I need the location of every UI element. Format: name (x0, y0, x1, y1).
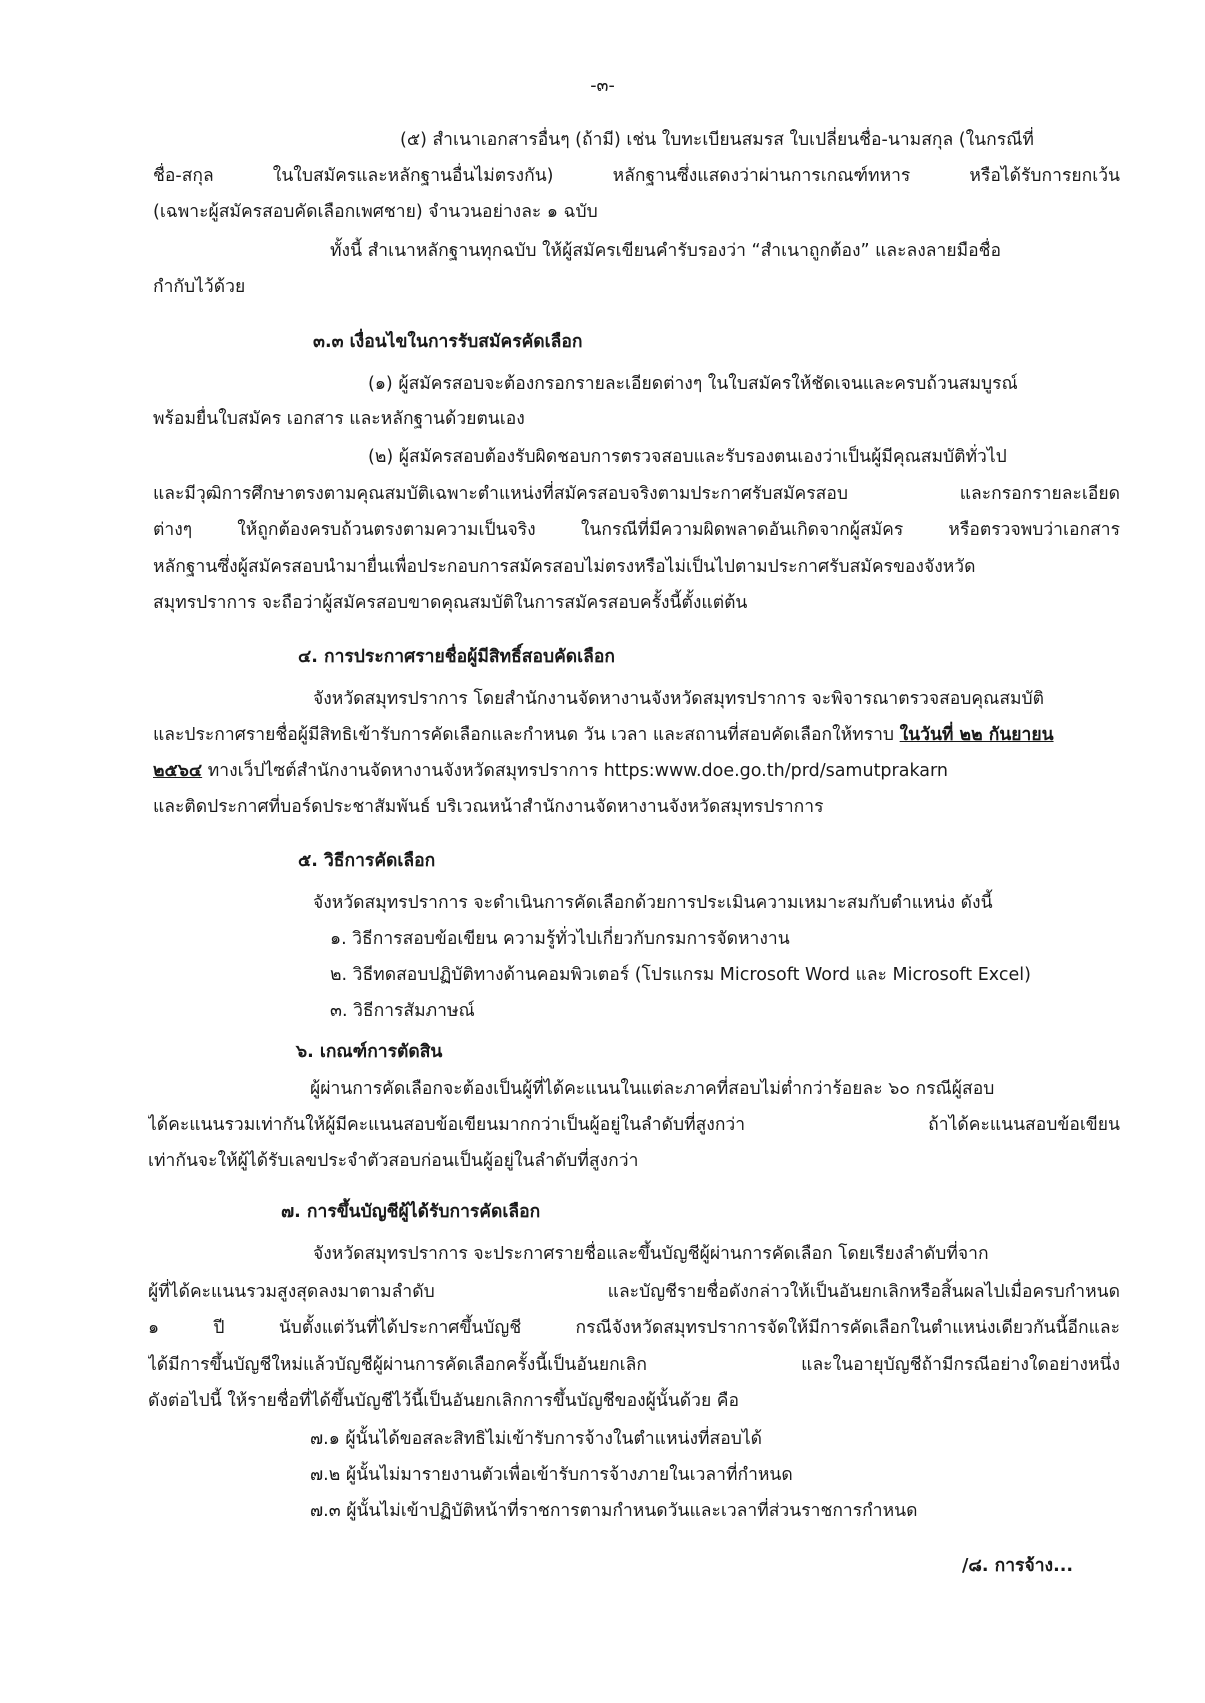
announcement-date: ในวันที่ ๒๒ กันยายน (899, 725, 1054, 745)
paragraph-line (153, 721, 1054, 749)
paragraph-line: ทั้งนี้ สำเนาหลักฐานทุกฉบับ ให้ผู้สมัครเขียนคำรับรองว่า “สำเนาถูกต้อง” และลงลายมือชื่อ (330, 241, 1002, 261)
paragraph-line: ได้คะแนนรวมเท่ากันให้ผู้มีคะแนนสอบข้อเขียนมากกว่าเป็นผู้อยู่ในลำดับที่สูงกว่า ถ้าได้คะแนนสอบข้อเขียน (148, 1115, 1120, 1135)
paragraph-text: ทางเว็ปไซต์สำนักงานจัดหางานจังหวัดสมุทรปราการ https:www.doe.go.th/prd/samutprakarn (207, 761, 948, 781)
list-item: ๑. วิธีการสอบข้อเขียน ความรู้ทั่วไปเกี่ยวกับกรมการจัดหางาน (330, 929, 790, 949)
paragraph-line: จังหวัดสมุทรปราการ โดยสำนักงานจัดหางานจังหวัดสมุทรปราการ จะพิจารณาตรวจสอบคุณสมบัติ (313, 689, 1045, 709)
section-heading-6: ๖. เกณฑ์การตัดสิน (296, 1042, 443, 1062)
paragraph-line: พร้อมยื่นใบสมัคร เอกสาร และหลักฐานด้วยตนเอง (153, 409, 525, 429)
paragraph-line: ผู้ที่ได้คะแนนรวมสูงสุดลงมาตามลำดับ และบัญชีรายชื่อดังกล่าวให้เป็นอันยกเลิกหรือสิ้นผลไปเมื่อครบกำหนด (148, 1282, 1120, 1302)
page-number: -๓- (590, 76, 615, 96)
section-heading-5: ๕. วิธีการคัดเลือก (298, 851, 436, 871)
section-heading-3-3: ๓.๓ เงื่อนไขในการรับสมัครคัดเลือก (313, 332, 583, 352)
list-item: ๗.๒ ผู้นั้นไม่มารายงานตัวเพื่อเข้ารับการจ้างภายในเวลาที่กำหนด (310, 1465, 793, 1485)
paragraph-line: (๒) ผู้สมัครสอบต้องรับผิดชอบการตรวจสอบและรับรองตนเองว่าเป็นผู้มีคุณสมบัติทั่วไป (368, 447, 1007, 467)
list-item: ๗.๓ ผู้นั้นไม่เข้าปฏิบัติหน้าที่ราชการตามกำหนดวันและเวลาที่ส่วนราชการกำหนด (310, 1501, 918, 1521)
paragraph-line: ต่างๆ ให้ถูกต้องครบถ้วนตรงตามความเป็นจริง ในกรณีที่มีความผิดพลาดอันเกิดจากผู้สมัคร หรือตรวจพบว่าเอกสาร (153, 520, 1120, 540)
paragraph-line: กำกับไว้ด้วย (153, 277, 246, 297)
paragraph-line: หลักฐานซึ่งผู้สมัครสอบนำมายื่นเพื่อประกอบการสมัครสอบไม่ตรงหรือไม่เป็นไปตามประกาศรับสมัครของจังหวัด (153, 557, 976, 577)
paragraph-line: (๕) สำเนาเอกสารอื่นๆ (ถ้ามี) เช่น ใบทะเบียนสมรส ใบเปลี่ยนชื่อ-นามสกุล (ในกรณีที่ (400, 130, 1034, 150)
paragraph-line: เท่ากันจะให้ผู้ได้รับเลขประจำตัวสอบก่อนเป็นผู้อยู่ในลำดับที่สูงกว่า (148, 1151, 639, 1171)
paragraph-line: และติดประกาศที่บอร์ดประชาสัมพันธ์ บริเวณหน้าสำนักงานจัดหางานจังหวัดสมุทรปราการ (153, 797, 824, 817)
paragraph-line: (๑) ผู้สมัครสอบจะต้องกรอกรายละเอียดต่างๆ ในใบสมัครให้ชัดเจนและครบถ้วนสมบูรณ์ (368, 374, 1018, 394)
continuation-note: /๘. การจ้าง... (962, 1556, 1074, 1576)
paragraph-text: และประกาศรายชื่อผู้มีสิทธิเข้ารับการคัดเลือกและกำหนด วัน เวลา และสถานที่สอบคัดเลือกให้ทราบ (153, 725, 895, 745)
paragraph-line: ผู้ผ่านการคัดเลือกจะต้องเป็นผู้ที่ได้คะแนนในแต่ละภาคที่สอบไม่ต่ำกว่าร้อยละ ๖๐ กรณีผู้สอบ (310, 1079, 995, 1099)
paragraph-line: จังหวัดสมุทรปราการ จะประกาศรายชื่อและขึ้นบัญชีผู้ผ่านการคัดเลือก โดยเรียงลำดับที่จาก (313, 1244, 989, 1264)
paragraph-line: (เฉพาะผู้สมัครสอบคัดเลือกเพศชาย) จำนวนอย่างละ ๑ ฉบับ (153, 202, 598, 222)
list-item: ๓. วิธีการสัมภาษณ์ (330, 1001, 475, 1021)
list-item: ๒. วิธีทดสอบปฏิบัติทางด้านคอมพิวเตอร์ (โปรแกรม Microsoft Word และ Microsoft Excel) (330, 965, 1031, 985)
paragraph-line: ได้มีการขึ้นบัญชีใหม่แล้วบัญชีผู้ผ่านการคัดเลือกครั้งนี้เป็นอันยกเลิก และในอายุบัญชีถ้ามีกรณีอย่างใดอย่างหนึ่ง (148, 1355, 1120, 1375)
paragraph-line: ๑ ปี นับตั้งแต่วันที่ได้ประกาศขึ้นบัญชี กรณีจังหวัดสมุทรปราการจัดให้มีการคัดเลือกในตำแหน่งเดียวกันนี้อีกและ (148, 1318, 1120, 1338)
paragraph-line: สมุทรปราการ จะถือว่าผู้สมัครสอบขาดคุณสมบัติในการสมัครสอบครั้งนี้ตั้งแต่ต้น (153, 593, 748, 613)
paragraph-line (153, 757, 948, 785)
paragraph-line: และมีวุฒิการศึกษาตรงตามคุณสมบัติเฉพาะตำแหน่งที่สมัครสอบจริงตามประกาศรับสมัครสอบ และกรอกรายละเอียด (153, 484, 1120, 504)
section-heading-4: ๔. การประกาศรายชื่อผู้มีสิทธิ์สอบคัดเลือก (298, 647, 615, 667)
paragraph-line: ดังต่อไปนี้ ให้รายชื่อที่ได้ขึ้นบัญชีไว้นี้เป็นอันยกเลิกการขึ้นบัญชีของผู้นั้นด้วย คือ (148, 1391, 740, 1411)
section-heading-7: ๗. การขึ้นบัญชีผู้ได้รับการคัดเลือก (281, 1202, 541, 1222)
paragraph-line: ชื่อ-สกุล ในใบสมัครและหลักฐานอื่นไม่ตรงกัน) หลักฐานซึ่งแสดงว่าผ่านการเกณฑ์ทหาร หรือได้รับการยกเว้น (153, 166, 1120, 186)
announcement-year: ๒๕๖๔ (153, 761, 203, 781)
paragraph-line: จังหวัดสมุทรปราการ จะดำเนินการคัดเลือกด้วยการประเมินความเหมาะสมกับตำแหน่ง ดังนี้ (313, 893, 993, 913)
list-item: ๗.๑ ผู้นั้นได้ขอสละสิทธิไม่เข้ารับการจ้างในตำแหน่งที่สอบได้ (310, 1429, 763, 1449)
